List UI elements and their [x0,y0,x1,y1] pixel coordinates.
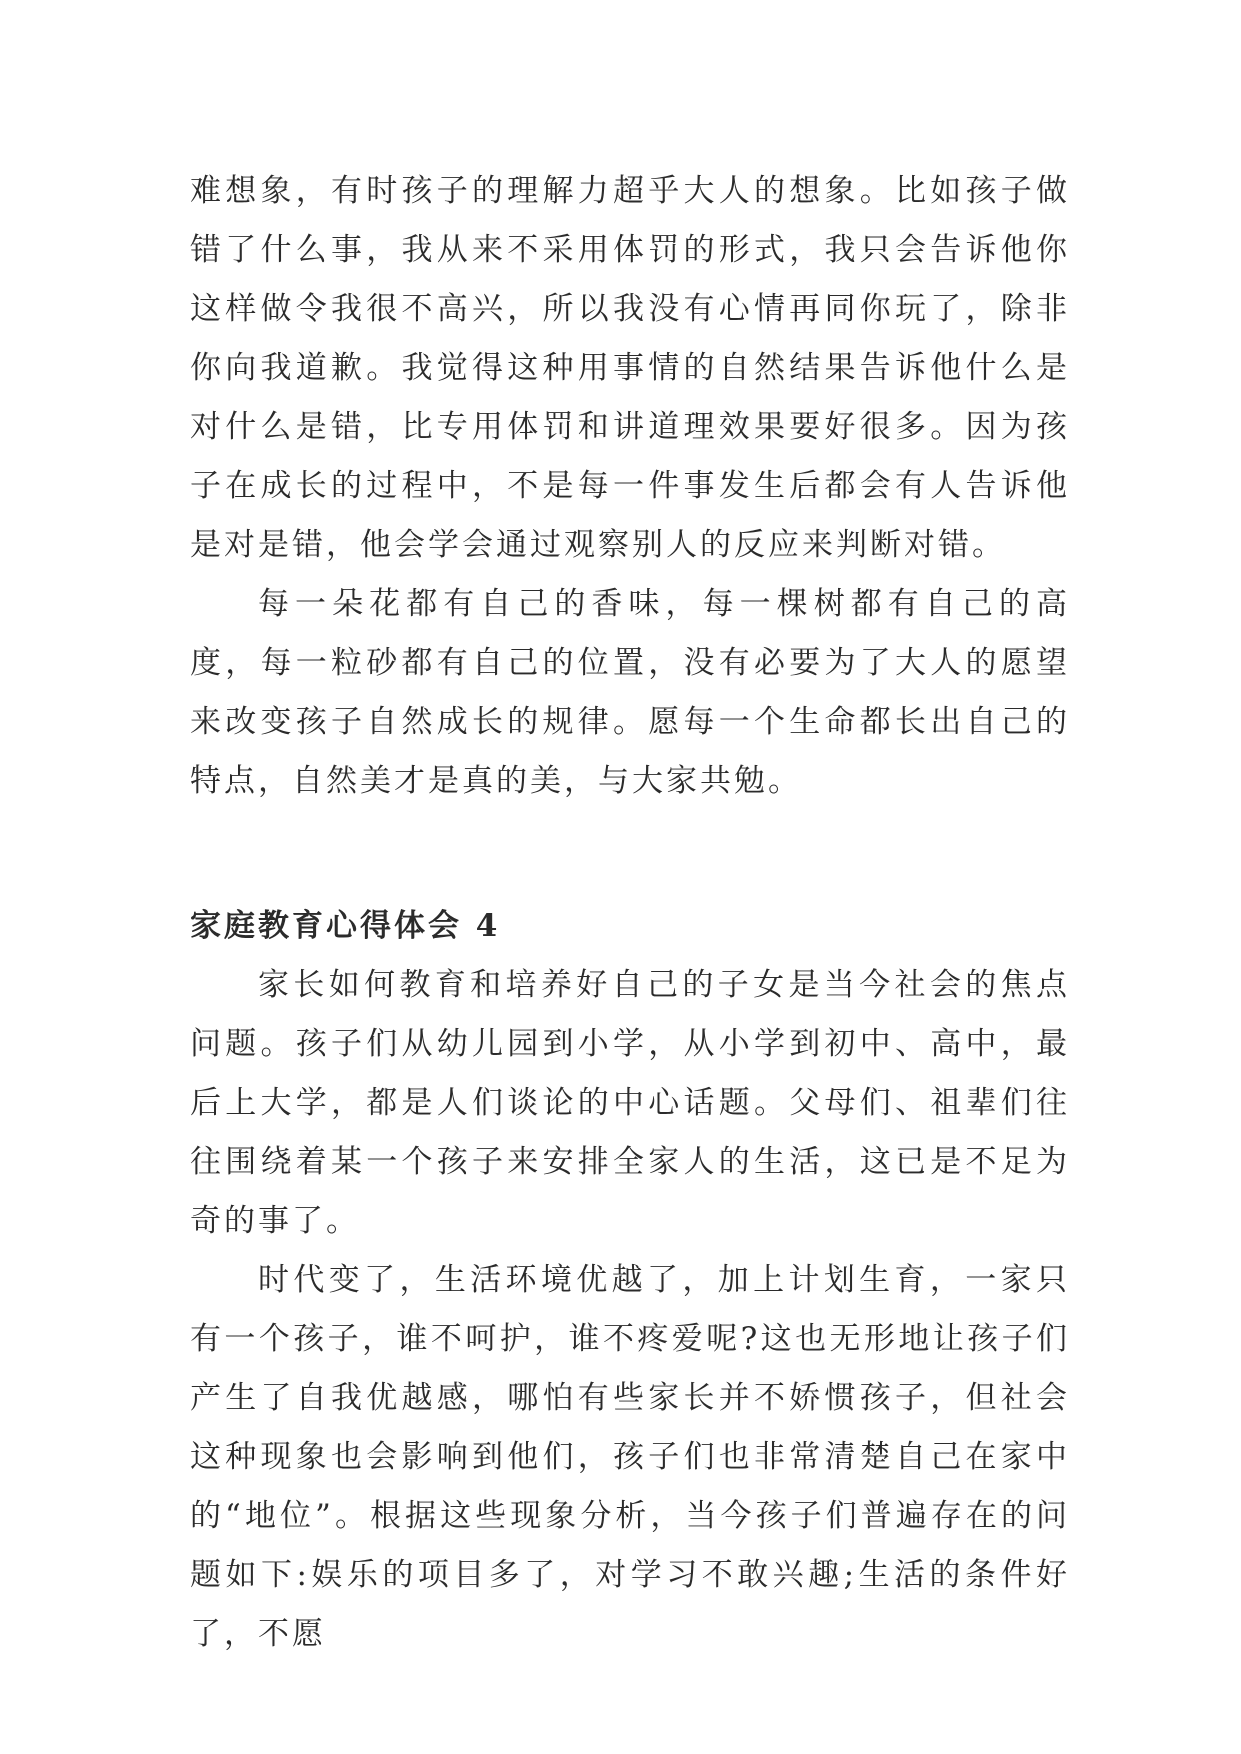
document-body [190,162,1070,1664]
paragraph-continuation: 难想象，有时孩子的理解力超乎大人的想象。比如孩子做错了什么事，我从来不采用体罚的形式，我只会告诉他你这样做令我很不高兴，所以我没有心情再同你玩了，除非你向我道歉。我觉得这种用事情的自然结果告诉他什么是对什么是错，比专用体罚和讲道理效果要好很多。因为孩子在成长的过程中，不是每一件事发生后都会有人告诉他是对是错，他会学会通过观察别人的反应来判断对错。 [190,173,1070,563]
section-title: 家庭教育心得体会 4 [190,908,501,944]
paragraph-closing: 每一朵花都有自己的香味，每一棵树都有自己的高度，每一粒砂都有自己的位置，没有必要为了大人的愿望来改变孩子自然成长的规律。愿每一个生命都长出自己的特点，自然美才是真的美，与大家共勉。 [190,586,1070,799]
paragraph-intro: 家长如何教育和培养好自己的子女是当今社会的焦点问题。孩子们从幼儿园到小学，从小学到初中、高中，最后上大学，都是人们谈论的中心话题。父母们、祖辈们往往围绕着某一个孩子来安排全家人的生活，这已是不足为奇的事了。 [190,967,1070,1239]
paragraph-era: 时代变了，生活环境优越了，加上计划生育，一家只有一个孩子，谁不呵护，谁不疼爱呢?这也无形地让孩子们产生了自我优越感，哪怕有些家长并不娇惯孩子，但社会这种现象也会影响到他们，孩子们也非常清楚自己在家中的“地位”。根据这些现象分析，当今孩子们普遍存在的问题如下:娱乐的项目多了，对学习不敢兴趣;生活的条件好了，不愿 [190,1262,1070,1652]
